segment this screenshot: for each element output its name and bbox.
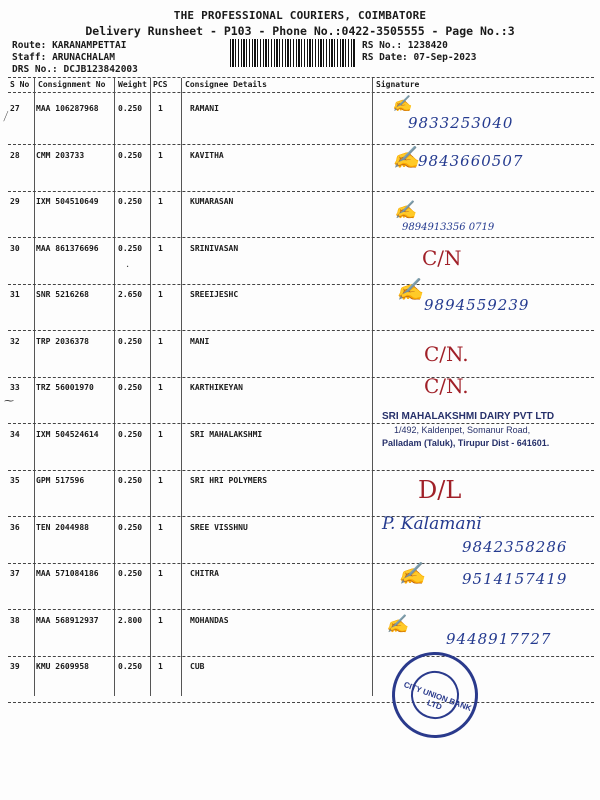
- cell-weight: 0.250: [118, 104, 143, 113]
- row-separator: [8, 516, 594, 517]
- signature-scribble-38: ✍: [386, 614, 409, 635]
- cell-sno: 30: [10, 244, 20, 253]
- header-bottom-rule: [8, 92, 594, 93]
- rs-date-label: RS Date:: [362, 52, 408, 63]
- rs-no-value: 1238420: [407, 40, 448, 51]
- drs-label: DRS No.:: [12, 64, 58, 75]
- signature-scribble-28: ✍: [392, 146, 420, 171]
- cell-pcs: 1: [158, 337, 163, 346]
- cell-pcs: 1: [158, 383, 163, 392]
- cell-sno: 27: [10, 104, 20, 113]
- staff-value: ARUNACHALAM: [52, 52, 115, 63]
- cell-pcs: 1: [158, 244, 163, 253]
- cell-pcs: 1: [158, 476, 163, 485]
- cell-consignment: MAA 568912937: [36, 616, 99, 625]
- cell-pcs: 1: [158, 430, 163, 439]
- col-header-weight: Weight: [118, 80, 147, 89]
- route-value: KARANAMPETTAI: [52, 40, 127, 51]
- cell-consignment: MAA 106287968: [36, 104, 99, 113]
- cell-sno: 36: [10, 523, 20, 532]
- cell-sno: 32: [10, 337, 20, 346]
- col-header-sno: S No: [10, 80, 30, 89]
- cell-weight: 2.650: [118, 290, 143, 299]
- cell-consignee: CHITRA: [190, 569, 219, 578]
- drs-value: DCJB123842003: [63, 64, 138, 75]
- rs-date-field: [362, 52, 476, 63]
- cell-consignment: IXM 504524614: [36, 430, 99, 439]
- cell-pcs: 1: [158, 104, 163, 113]
- cell-consignee: SRI HRI POLYMERS: [190, 476, 268, 485]
- cell-weight: 0.250: [118, 151, 143, 160]
- row-separator: [8, 237, 594, 238]
- signature-36-number: 9842358286: [462, 538, 568, 556]
- cell-sno: 34: [10, 430, 20, 439]
- col-header-consignment: Consignment No: [38, 80, 106, 89]
- col-divider: [181, 78, 182, 696]
- cell-consignment: GPM 517596: [36, 476, 85, 485]
- barcode: [230, 39, 356, 67]
- signature-29-number: 9894913356 0719: [402, 222, 495, 233]
- header-top-rule: [8, 77, 594, 78]
- seal-text: CITY UNION BANK LTD: [402, 680, 473, 713]
- signature-scribble-29: ✍: [394, 200, 417, 221]
- col-divider: [34, 78, 35, 696]
- pen-mark: ⁓: [4, 396, 14, 407]
- cell-pcs: 1: [158, 197, 163, 206]
- cell-pcs: 1: [158, 523, 163, 532]
- cell-consignment: KMU 2609958: [36, 662, 89, 671]
- remark-30-cn: C/N: [422, 246, 462, 270]
- cell-pcs: 1: [158, 290, 163, 299]
- cell-consignment: CMM 203733: [36, 151, 85, 160]
- cell-pcs: 1: [158, 662, 163, 671]
- cell-weight: 2.800: [118, 616, 143, 625]
- cell-pcs: 1: [158, 151, 163, 160]
- cell-weight: 0.250: [118, 476, 143, 485]
- row-separator: [8, 284, 594, 285]
- cell-consignment: TRP 2036378: [36, 337, 89, 346]
- staff-field: [12, 52, 115, 63]
- drs-field: [12, 64, 138, 75]
- row-separator: [8, 191, 594, 192]
- cell-weight: 0.250: [118, 523, 143, 532]
- col-header-pcs: PCS: [153, 80, 168, 89]
- signature-36-name: P. Kalamani: [382, 514, 482, 534]
- cell-weight: 0.250: [118, 383, 143, 392]
- signature-38-number: 9448917727: [446, 630, 552, 648]
- signature-scribble-37: ✍: [398, 562, 426, 587]
- col-divider: [372, 78, 373, 696]
- cell-consignment: TEN 2044988: [36, 523, 89, 532]
- cell-sno: 35: [10, 476, 20, 485]
- cell-consignee: RAMANI: [190, 104, 219, 113]
- signature-27-number: 9833253040: [408, 114, 514, 132]
- cell-consignee: KARTHIKEYAN: [190, 383, 243, 392]
- cell-consignee: KUMARASAN: [190, 197, 234, 206]
- cell-pcs: 1: [158, 616, 163, 625]
- row-separator: [8, 563, 594, 564]
- cell-sno: 28: [10, 151, 20, 160]
- row-separator: [8, 609, 594, 610]
- cell-consignee: SRI MAHALAKSHMI: [190, 430, 263, 439]
- cell-weight: 0.250: [118, 430, 143, 439]
- col-divider: [114, 78, 115, 696]
- cell-sno: 37: [10, 569, 20, 578]
- remark-32-cn: C/N.: [424, 342, 469, 366]
- col-header-consignee: Consignee Details: [185, 80, 267, 89]
- cell-consignment: MAA 571084186: [36, 569, 99, 578]
- route-label: Route:: [12, 40, 47, 51]
- signature-scribble-31: ✍: [396, 278, 424, 303]
- col-header-signature: Signature: [376, 80, 420, 89]
- rs-date-value: 07-Sep-2023: [413, 52, 477, 63]
- remark-33-cn: C/N.: [424, 374, 469, 398]
- pen-mark: ·: [126, 262, 130, 273]
- row-separator: [8, 702, 594, 703]
- company-name: THE PROFESSIONAL COURIERS, COIMBATORE: [173, 9, 427, 22]
- cell-pcs: 1: [158, 569, 163, 578]
- cell-weight: 0.250: [118, 569, 143, 578]
- cell-consignee: SREE VISSHNU: [190, 523, 248, 532]
- row-separator: [8, 144, 594, 145]
- stamp-line-1: SRI MAHALAKSHMI DAIRY PVT LTD: [382, 411, 555, 422]
- row-separator: [8, 377, 594, 378]
- cell-consignee: KAVITHA: [190, 151, 224, 160]
- signature-31-number: 9894559239: [424, 296, 530, 314]
- remark-35-dl: D/L: [418, 476, 462, 504]
- cell-consignee: SRINIVASAN: [190, 244, 239, 253]
- cell-consignee: CUB: [190, 662, 205, 671]
- cell-weight: 0.250: [118, 244, 143, 253]
- pen-mark: ⟋: [0, 111, 11, 124]
- cell-weight: 0.250: [118, 662, 143, 671]
- signature-28-number: 9843660507: [418, 152, 524, 170]
- cell-sno: 39: [10, 662, 20, 671]
- cell-consignment: MAA 861376696: [36, 244, 99, 253]
- cell-weight: 0.250: [118, 337, 143, 346]
- stamp-line-3: Palladam (Taluk), Tirupur Dist - 641601.: [382, 438, 550, 448]
- row-separator: [8, 470, 594, 471]
- stamp-line-2: 1/492, Kaldenpet, Somanur Road,: [394, 425, 531, 435]
- signature-scribble-27: ✍: [392, 94, 412, 113]
- rs-no-label: RS No.:: [362, 40, 403, 51]
- col-divider: [150, 78, 151, 696]
- cell-consignee: SREEIJESHC: [190, 290, 239, 299]
- cell-consignee: MANI: [190, 337, 210, 346]
- cell-sno: 31: [10, 290, 20, 299]
- runsheet-subtitle: Delivery Runsheet - P103 - Phone No.:0422-3505555 - Page No.:3: [85, 24, 515, 38]
- row-separator: [8, 656, 594, 657]
- row-separator: [8, 330, 594, 331]
- route-field: [12, 40, 126, 51]
- staff-label: Staff:: [12, 52, 47, 63]
- cell-sno: 29: [10, 197, 20, 206]
- cell-consignment: TRZ 56001970: [36, 383, 94, 392]
- cell-weight: 0.250: [118, 197, 143, 206]
- signature-37-number: 9514157419: [462, 570, 568, 588]
- cell-consignee: MOHANDAS: [190, 616, 229, 625]
- company-stamp-34: [382, 411, 592, 448]
- cell-sno: 33: [10, 383, 20, 392]
- cell-consignment: IXM 504510649: [36, 197, 99, 206]
- rs-no-field: [362, 40, 448, 51]
- cell-sno: 38: [10, 616, 20, 625]
- cell-consignment: SNR 5216268: [36, 290, 89, 299]
